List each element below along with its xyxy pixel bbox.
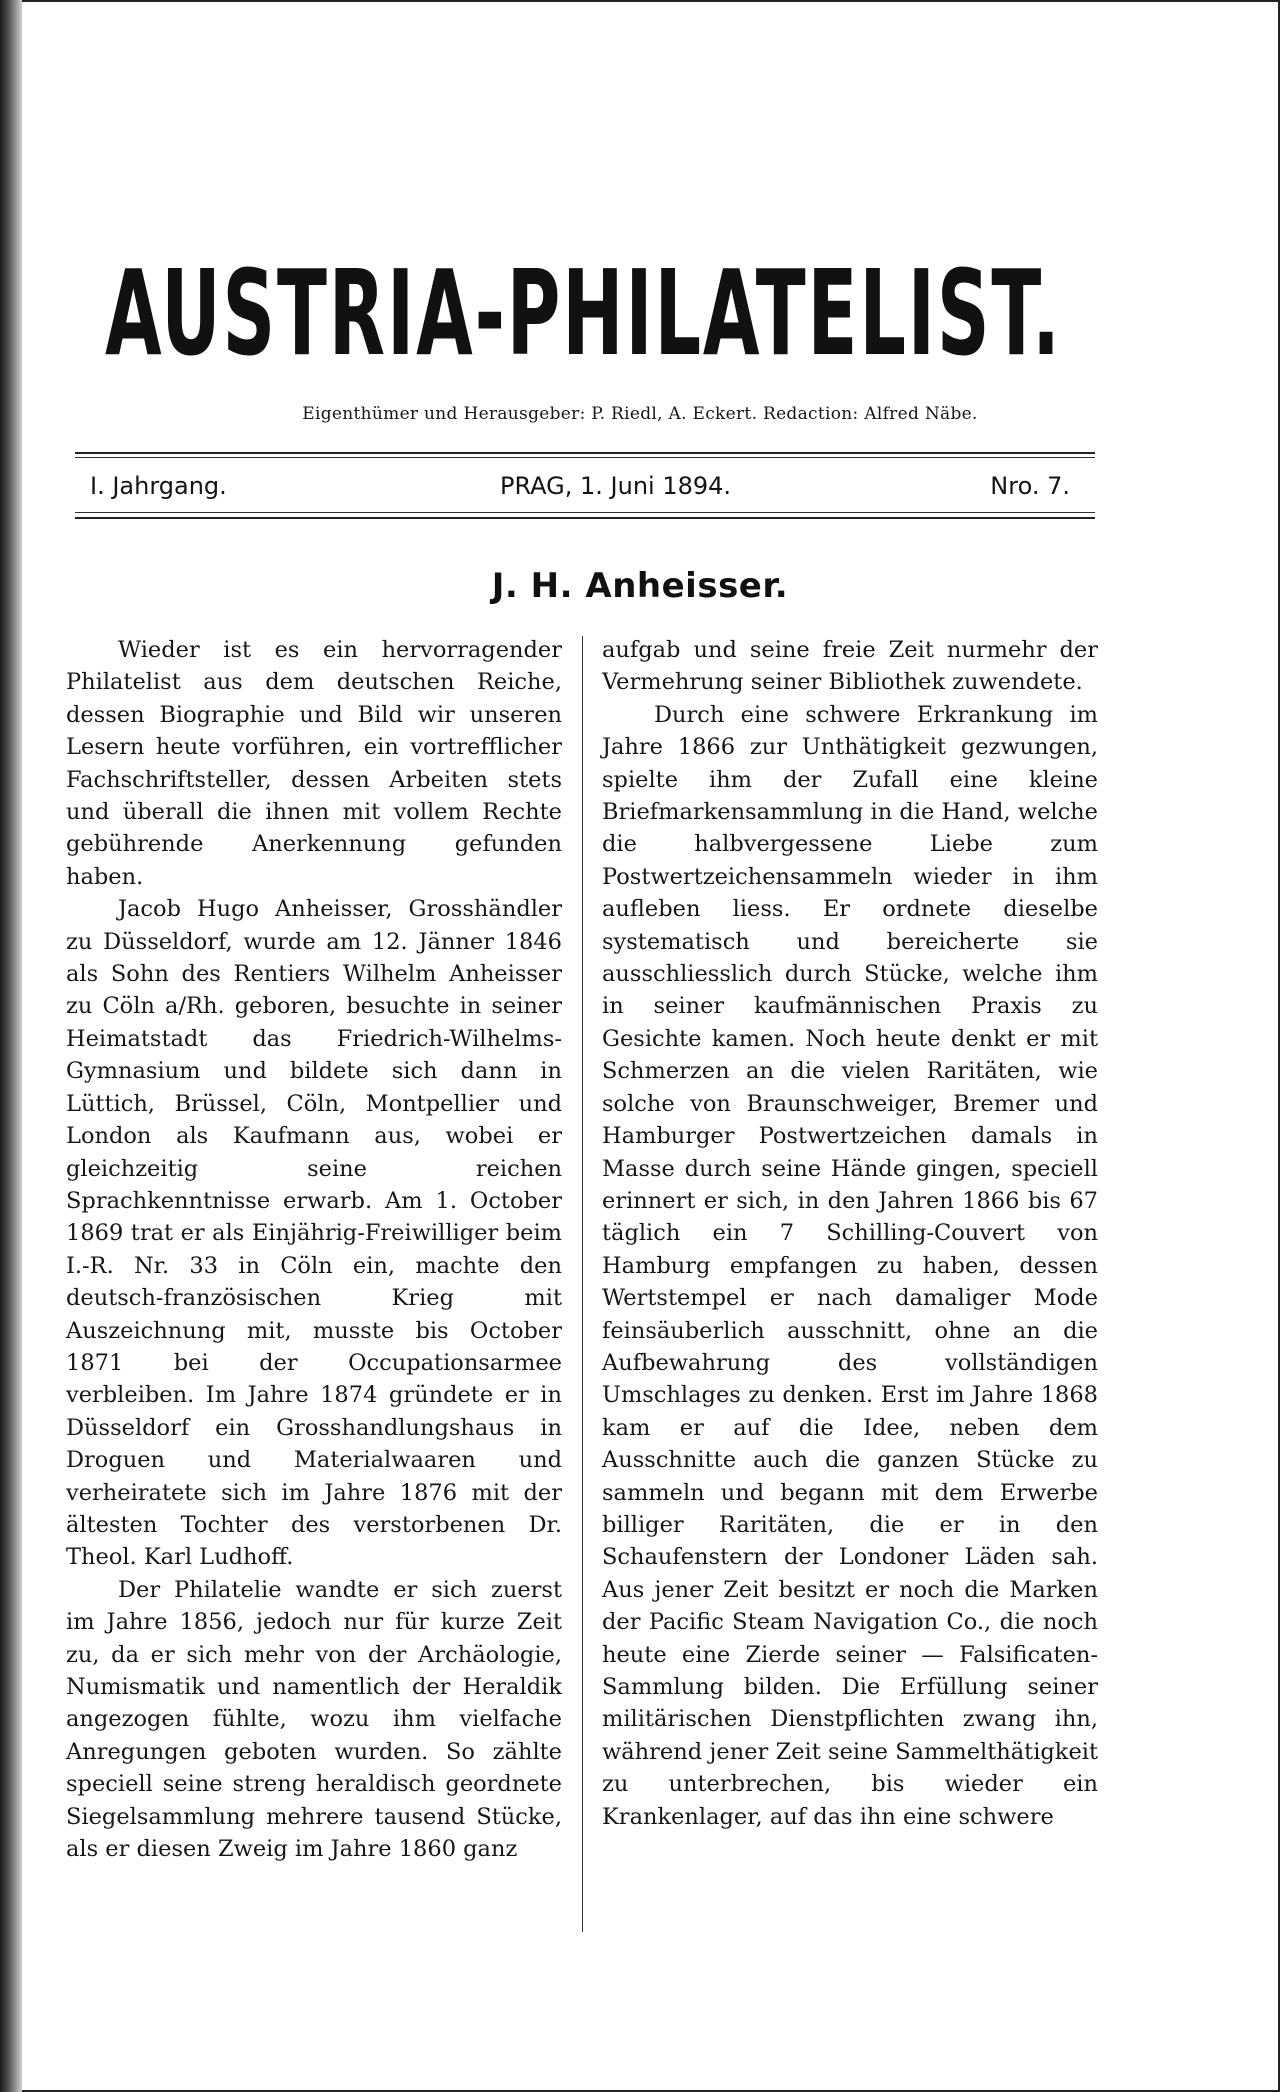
header-rule-bottom: [75, 517, 1095, 519]
issue-line: [90, 472, 1070, 504]
issue-year: I. Jahrgang.: [90, 472, 227, 500]
paragraph: aufgab und seine freie Zeit nurmehr der Vermehrung seiner Bibliothek zuwendete.: [602, 637, 1098, 696]
publishers-line: Eigenthümer und Herausgeber: P. Riedl, A. Eckert. Redaction: Alfred Näbe.: [302, 404, 978, 424]
paragraph: Jacob Hugo Anheisser, Grosshändler zu Düsseldorf, wurde am 12. Jänner 1846 als Sohn des Rentiers Wilhelm Anheisser zu Cöln a/Rh. geboren, besuchte in seiner Heimatstadt das Friedrich-Wilhelms-Gymnasium und bildete sich dann in Lüttich, Brüssel, Cöln, Montpellier und London als Kaufmann aus, wobei er gleichzeitig seine reichen Sprachkenntnisse erwarb. Am 1. October 1869 trat er als Einjährig-Freiwilliger beim I.-R. Nr. 33 in Cöln ein, machte den deutsch-französischen Krieg mit Auszeichnung mit, musste bis October 1871 bei der Occupationsarmee verbleiben. Im Jahre 1874 gründete er in Düsseldorf ein Grosshandlungshaus in Droguen und Materialwaaren und verheiratete sich im Jahre 1876 mit der ältesten Tochter des verstorbenen Dr. Theol. Karl Ludhoff.: [66, 896, 562, 1571]
binding-edge: [0, 0, 22, 2092]
paragraph: Der Philatelie wandte er sich zuerst im Jahre 1856, jedoch nur für kurze Zeit zu, da er sich mehr von der Archäologie, Numismatik und namentlich der Heraldik angezogen fühlte, wozu ihm vielfache Anregungen geboten wurden. So zählte speciell seine streng heraldisch geordnete Siegelsammlung mehrere tausend Stücke, als er diesen Zweig im Jahre 1860 ganz: [66, 1576, 562, 1863]
article-column-left: [66, 634, 562, 1865]
header-rule-bottom-thin: [75, 512, 1095, 513]
paragraph: Wieder ist es ein hervorragender Philatelist aus dem deutschen Reiche, dessen Biographie und Bild wir unseren Lesern heute vorführen, ein vortrefflicher Fachschriftsteller, dessen Arbeiten stets und überall die ihnen mit vollem Rechte gebührende Anerkennung gefunden haben.: [66, 637, 562, 890]
issue-number: Nro. 7.: [990, 472, 1070, 500]
paragraph: Durch eine schwere Erkrankung im Jahre 1866 zur Unthätigkeit gezwungen, spielte ihm der Zufall eine kleine Briefmarkensammlung in die Hand, welche die halbvergessene Liebe zum Postwertzeichensammeln wieder in ihm aufleben liess. Er ordnete dieselbe systematisch und bereicherte sie ausschliesslich durch Stücke, welche ihm in seiner kaufmännischen Praxis zu Gesichte kamen. Noch heute denkt er mit Schmerzen an die vielen Raritäten, wie solche von Braunschweiger, Bremer und Hamburger Postwertzeichen damals in Masse durch seine Hände gingen, speciell erinnert er sich, in den Jahren 1866 bis 67 täglich ein 7 Schilling-Couvert von Hamburg empfangen zu haben, dessen Wertstempel er nach damaliger Mode feinsäuberlich ausschnitt, ohne an die Aufbewahrung des vollständigen Umschlages zu denken. Erst im Jahre 1868 kam er auf die Idee, neben dem Ausschnitte auch die ganzen Stücke zu sammeln und begann mit dem Erwerbe billiger Raritäten, die er in den Schaufenstern der Londoner Läden sah. Aus jener Zeit besitzt er noch die Marken der Pacific Steam Navigation Co., die noch heute eine Zierde seiner — Falsificaten-Sammlung bilden. Die Erfüllung seiner militärischen Dienstpflichten zwang ihn, während jener Zeit seine Sammelthätigkeit zu unterbrechen, bis wieder ein Krankenlager, auf das ihn eine schwere: [602, 701, 1098, 1830]
masthead-title: AUSTRIA-PHILATELIST.: [105, 244, 1062, 382]
issue-place-date: PRAG, 1. Juni 1894.: [500, 472, 732, 500]
article-title: J. H. Anheisser.: [491, 566, 789, 606]
header-rule-top: [75, 452, 1095, 454]
header-rule-top-thin: [75, 457, 1095, 458]
column-divider: [582, 636, 583, 1932]
article-column-right: [602, 634, 1098, 1833]
